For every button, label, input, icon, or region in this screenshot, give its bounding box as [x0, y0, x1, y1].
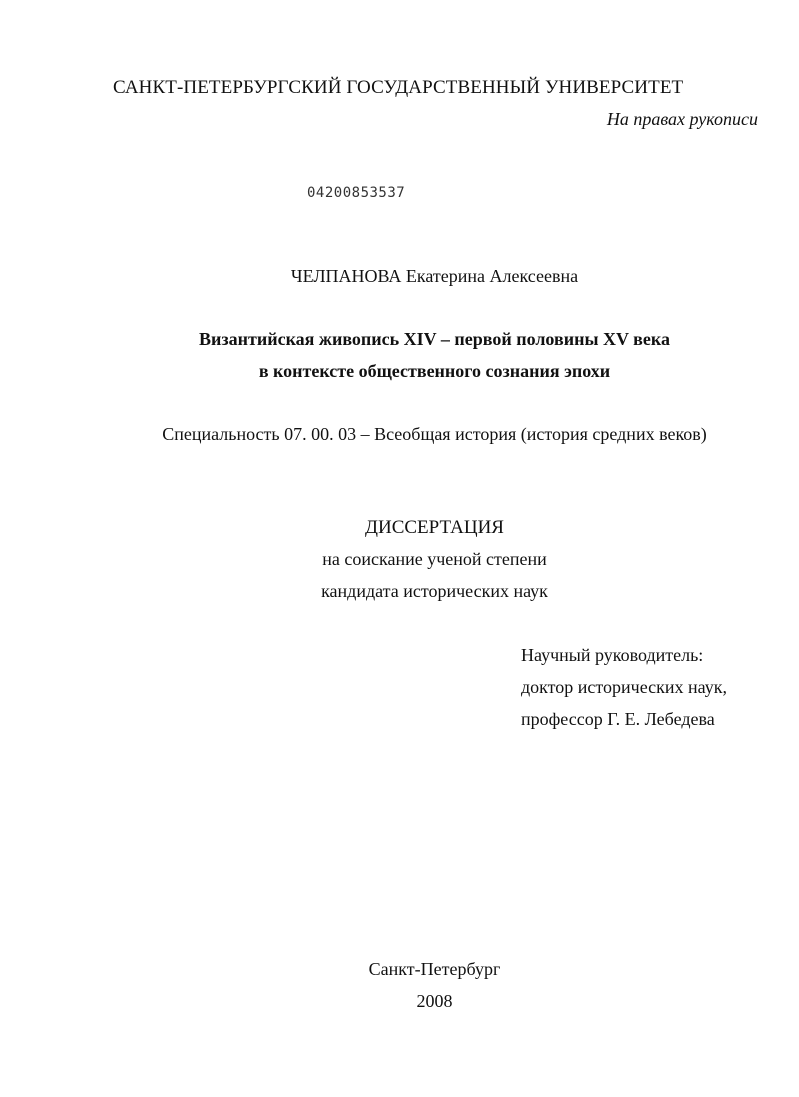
year: 2008 — [416, 991, 453, 1011]
supervisor-name: профессор Г. Е. Лебедева — [521, 709, 715, 729]
dissertation-title-line-2: в контексте общественного сознания эпохи — [258, 361, 611, 381]
document-type: ДИССЕРТАЦИЯ — [365, 517, 504, 538]
dissertation-title-line-1: Византийская живопись XIV – первой половины XV века — [199, 329, 670, 349]
supervisor-heading: Научный руководитель: — [521, 645, 704, 665]
university-name: САНКТ-ПЕТЕРБУРГСКИЙ ГОСУДАРСТВЕННЫЙ УНИВЕРСИТЕТ — [113, 77, 684, 98]
supervisor-degree: доктор исторических наук, — [521, 677, 727, 697]
degree-line-2: кандидата исторических наук — [321, 581, 548, 601]
archive-number-stamp: 04200853537 — [307, 185, 406, 201]
manuscript-note: На правах рукописи — [606, 109, 758, 129]
specialty-line: Специальность 07. 00. 03 – Всеобщая история (история средних веков) — [162, 424, 707, 444]
author-name: ЧЕЛПАНОВА Екатерина Алексеевна — [290, 266, 579, 286]
degree-line-1: на соискание ученой степени — [322, 549, 547, 569]
city-name: Санкт-Петербург — [368, 959, 501, 979]
